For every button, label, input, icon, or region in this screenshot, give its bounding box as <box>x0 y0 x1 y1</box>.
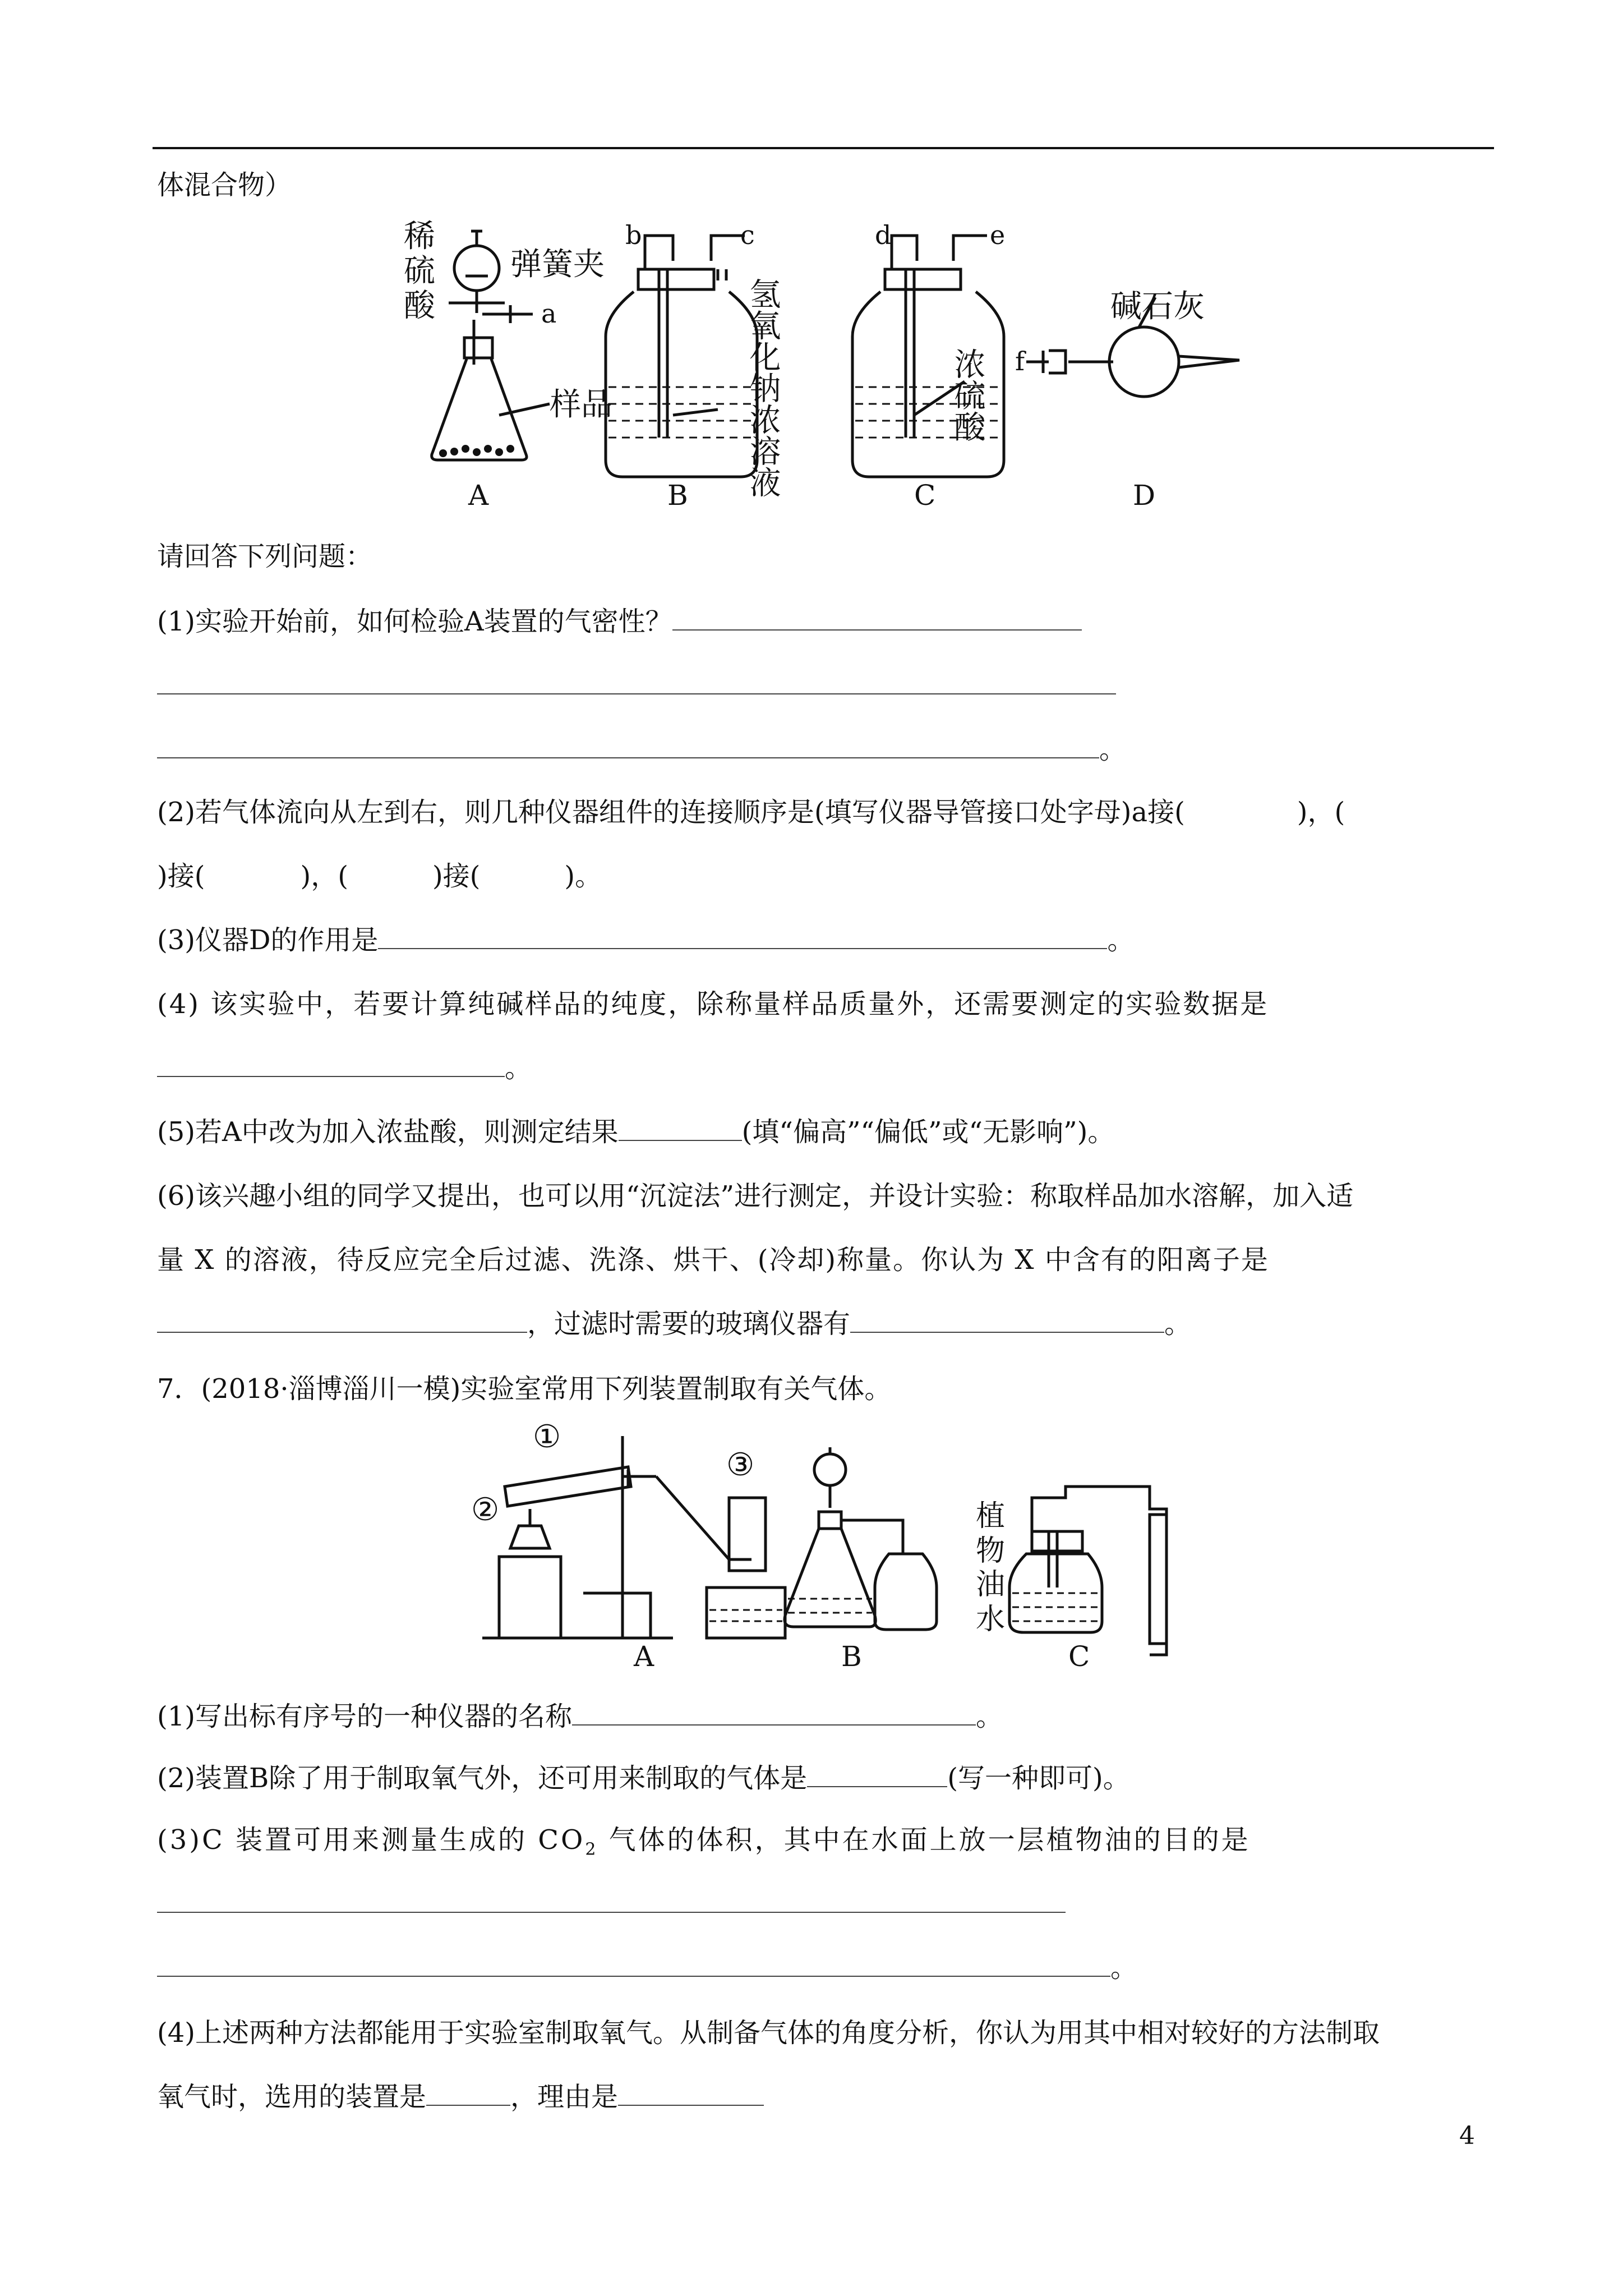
label-b: b <box>625 220 642 250</box>
q7-p2-text: (2)装置B除了用于制取氧气外，还可用来制取的气体是 <box>157 1763 808 1794</box>
label-liu: 硫 <box>404 253 435 289</box>
q7-p4-text: 氧气时，选用的装置是 <box>157 2081 427 2113</box>
q6-p1-blank-2[interactable] <box>157 669 1116 694</box>
q6-p1-blank-3[interactable] <box>157 733 1099 758</box>
label-suan: 酸 <box>404 288 435 324</box>
label-naoh: 氢氧化钠浓溶液 <box>744 278 781 498</box>
q7-p1-end: 。 <box>976 1701 1003 1732</box>
q6-part6-line1: (6)该兴趣小组的同学又提出，也可以用“沉淀法”进行测定，并设计实验：称取样品加水溶解，加入适 <box>157 1180 1354 1212</box>
q6-p1-line3 <box>157 733 1126 766</box>
label-h2so4: 浓硫酸 <box>949 348 986 442</box>
q6-p1-blank[interactable] <box>672 605 1082 631</box>
q6-p6-end: 。 <box>1164 1308 1192 1340</box>
q6-p6-text: ，过滤时需要的玻璃仪器有 <box>527 1308 851 1340</box>
q6-apparatus-figure <box>381 213 1256 527</box>
label-e: e <box>990 220 1006 250</box>
q7-part3-line3 <box>157 1951 1137 1985</box>
q7-p3-blank-2[interactable] <box>157 1951 1110 1977</box>
q6-p6-blank2[interactable] <box>850 1307 1164 1333</box>
q7-part4-line2 <box>157 2080 764 2114</box>
q7-p3-blank[interactable] <box>157 1887 1066 1913</box>
label-shui: 水 <box>976 1603 1006 1636</box>
q6-p5-text: (5)若A中改为加入浓盐酸，则测定结果 <box>157 1116 619 1148</box>
label-n2: ② <box>471 1492 500 1528</box>
label-d: d <box>875 220 892 250</box>
q7-apparatus-figure <box>471 1414 1211 1683</box>
q7-part1 <box>157 1700 1003 1733</box>
q6-p2-sep3: )，( <box>300 861 348 892</box>
q7-p1-blank[interactable] <box>572 1700 976 1726</box>
q6-prompt: 请回答下列问题： <box>157 541 373 572</box>
header-rule <box>153 147 1494 149</box>
q7-p2-blank[interactable] <box>807 1761 947 1787</box>
label-B2: B <box>841 1640 862 1673</box>
q7-p4-reason: ，理由是 <box>510 2081 619 2113</box>
label-wu: 物 <box>976 1534 1006 1568</box>
q6-p2-text: (2)若气体流向从左到右，则几种仪器组件的连接顺序是(填写仪器导管接口处字母)a接( <box>157 797 1185 828</box>
q6-p3-text: (3)仪器D的作用是 <box>157 924 379 956</box>
q6-p1-line2 <box>157 669 1116 702</box>
q7-p3-text: (3)C 装置可用来测量生成的 CO <box>157 1824 585 1856</box>
q7-p4-blank2[interactable] <box>618 2080 764 2106</box>
label-a: a <box>541 298 557 329</box>
page-number: 4 <box>1459 2122 1475 2150</box>
q6-p2-sep2: )接( <box>157 861 205 892</box>
q7-p3-end: 。 <box>1110 1952 1138 1984</box>
label-sample: 样品 <box>550 386 612 423</box>
label-spring-clip: 弹簧夹 <box>510 246 605 283</box>
q7-part4-line1: (4)上述两种方法都能用于实验室制取氧气。从制备气体的角度分析，你认为用其中相对较好的方法制取 <box>157 2017 1380 2049</box>
q6-p4-end: 。 <box>505 1052 532 1084</box>
q6-p4-blank[interactable] <box>157 1051 505 1077</box>
q6-p1-period: 。 <box>1099 734 1127 765</box>
q6-intro-tail: 体混合物） <box>157 169 292 201</box>
q6-part2 <box>157 795 1345 829</box>
q6-p2-sep1: )，( <box>1297 797 1345 828</box>
label-A2: A <box>634 1640 654 1673</box>
q6-p2-sep4: )接( <box>432 861 481 892</box>
q6-part3 <box>157 923 1135 957</box>
q6-part1 <box>157 605 1082 638</box>
q6-p2-end: )。 <box>564 861 602 892</box>
label-n1: ① <box>533 1419 561 1455</box>
q6-p5-blank[interactable] <box>619 1115 742 1141</box>
q7-title: 7．(2018·淄博淄川一模)实验室常用下列装置制取有关气体。 <box>157 1373 892 1405</box>
label-B: B <box>667 479 688 512</box>
q6-part6-line3 <box>157 1307 1191 1341</box>
q6-part4: (4) 该实验中，若要计算纯碱样品的纯度，除称量样品质量外，还需要测定的实验数据是 <box>157 988 1269 1020</box>
q7-p2-tail: (写一种即可)。 <box>947 1763 1130 1794</box>
q6-p6-blank1[interactable] <box>157 1307 527 1333</box>
q7-part3 <box>157 1823 1251 1867</box>
q6-p1-text: (1)实验开始前，如何检验A装置的气密性？ <box>157 606 672 637</box>
q7-part3-line2 <box>157 1887 1066 1921</box>
q6-part5 <box>157 1115 1114 1149</box>
label-you: 油 <box>976 1568 1006 1602</box>
label-C: C <box>914 479 936 512</box>
q6-p3-end: 。 <box>1107 924 1135 956</box>
q6-p3-blank[interactable] <box>378 923 1107 949</box>
label-zhi: 植 <box>976 1499 1006 1533</box>
q6-part4-line2 <box>157 1051 532 1085</box>
label-n3: ③ <box>726 1447 755 1483</box>
q7-p3-subscript: 2 <box>585 1839 598 1860</box>
label-sodalime: 碱石灰 <box>1110 288 1205 325</box>
label-D: D <box>1133 479 1156 512</box>
label-xi: 稀 <box>404 218 435 255</box>
label-C2: C <box>1068 1640 1090 1673</box>
q7-p4-blank1[interactable] <box>426 2080 510 2106</box>
q7-part2 <box>157 1761 1130 1795</box>
label-f: f <box>1015 346 1025 376</box>
label-A: A <box>468 479 489 512</box>
q7-p3-tail: 气体的体积，其中在水面上放一层植物油的目的是 <box>598 1824 1251 1856</box>
q6-part2-line2 <box>157 859 602 893</box>
q6-p5-tail: (填“偏高”“偏低”或“无影响”)。 <box>741 1116 1115 1148</box>
q6-part6-line2: 量 X 的溶液，待反应完全后过滤、洗涤、烘干、(冷却)称量。你认为 X 中含有的阳离子是 <box>157 1244 1269 1276</box>
q7-p1-text: (1)写出标有序号的一种仪器的名称 <box>157 1701 572 1732</box>
label-c: c <box>740 220 755 250</box>
